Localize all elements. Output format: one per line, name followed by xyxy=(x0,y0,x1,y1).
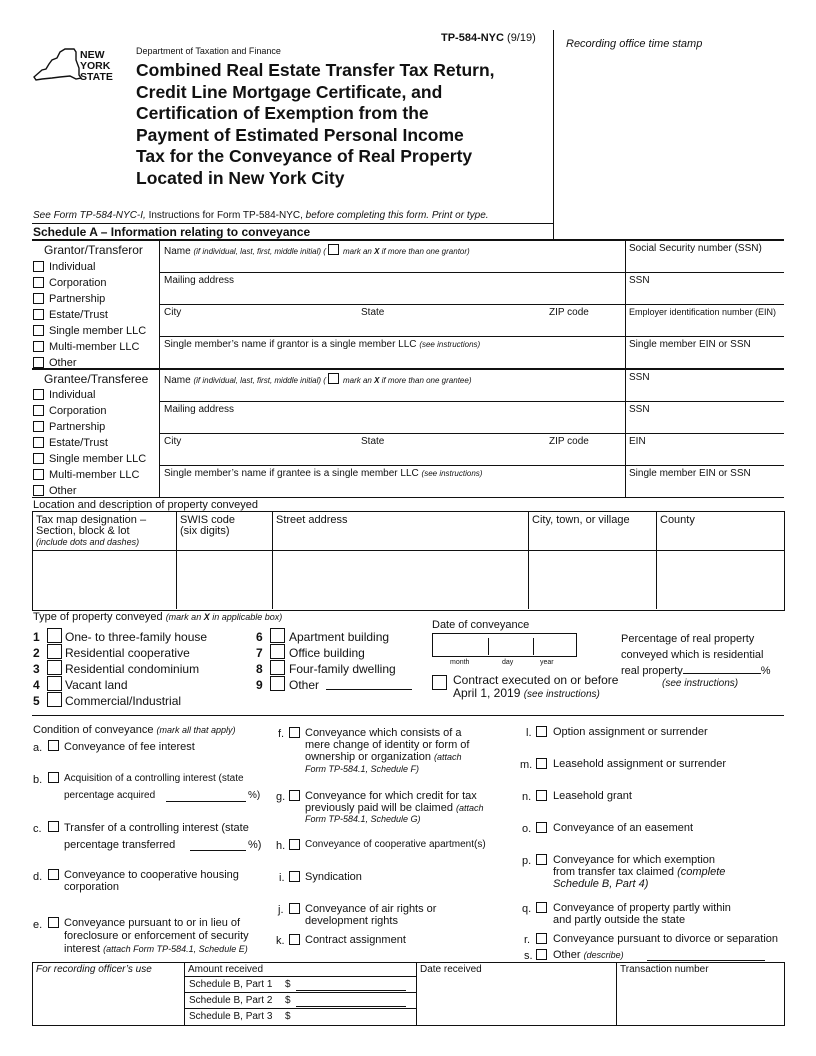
cond-a-label: Conveyance of fee interest xyxy=(64,741,195,753)
grantor-other-checkbox[interactable] xyxy=(33,357,44,368)
type-num: 3 xyxy=(33,662,40,676)
grantee-type-label: Multi-member LLC xyxy=(49,469,140,481)
logo-text-2: YORK xyxy=(80,60,111,72)
divider xyxy=(160,433,784,434)
cond-letter: c. xyxy=(33,823,42,835)
cond-g-label: previously paid will be claimed (attach xyxy=(305,802,484,814)
grantor-estate-trust-checkbox[interactable] xyxy=(33,309,44,320)
cond-letter: d. xyxy=(33,871,43,883)
cond-letter: k. xyxy=(276,935,285,947)
condition-label: Condition of conveyance (mark all that apply) xyxy=(33,724,236,736)
grantor-type-label: Partnership xyxy=(49,293,106,305)
divider xyxy=(160,304,784,305)
date-part-label: month xyxy=(450,659,470,666)
cond-c-label: percentage transferred xyxy=(64,839,176,851)
cond-letter: r. xyxy=(524,934,531,946)
cond-o-label: Conveyance of an easement xyxy=(553,822,694,834)
type-num: 5 xyxy=(33,694,40,708)
type-num: 6 xyxy=(256,630,263,644)
swis-input[interactable] xyxy=(177,551,272,608)
divider xyxy=(616,963,617,1025)
grantor-zip-field[interactable]: ZIP code xyxy=(549,307,589,318)
grantor-ssn-field[interactable]: Social Security number (SSN) xyxy=(629,243,762,254)
cond-p-hint: Schedule B, Part 4) xyxy=(553,878,649,890)
grantee-state-field[interactable]: State xyxy=(361,436,385,447)
type-7-checkbox[interactable] xyxy=(270,644,285,659)
contract-executed-label: Contract executed on or before April 1, 2019 (see instructions) xyxy=(453,673,619,700)
transaction-number-label: Transaction number xyxy=(620,964,709,975)
divider xyxy=(185,976,416,977)
cond-b-label: percentage acquired xyxy=(64,790,156,801)
grantor-single-llc-checkbox[interactable] xyxy=(33,325,44,336)
type-label: Residential condominium xyxy=(65,662,200,676)
cond-letter: g. xyxy=(276,791,286,803)
grantor-city-field[interactable]: City xyxy=(164,307,182,318)
col-county: County xyxy=(660,514,695,526)
date-received-label: Date received xyxy=(420,964,482,975)
divider xyxy=(160,272,784,273)
cond-h-label: Conveyance of cooperative apartment(s) xyxy=(305,839,486,850)
contract-executed-checkbox[interactable] xyxy=(432,675,447,690)
cond-p-checkbox[interactable] xyxy=(536,854,547,865)
type-num: 9 xyxy=(256,678,263,692)
grantee-type-label: Individual xyxy=(49,389,96,401)
cond-letter: a. xyxy=(33,742,43,754)
cond-l-checkbox[interactable] xyxy=(536,726,547,737)
type-4-checkbox[interactable] xyxy=(47,676,62,691)
grantor-multi-llc-checkbox[interactable] xyxy=(33,341,44,352)
grantee-type-label: Corporation xyxy=(49,405,107,417)
cond-n-checkbox[interactable] xyxy=(536,790,547,801)
amount-received-label: Amount received xyxy=(188,964,264,975)
divider xyxy=(533,638,534,655)
cond-m-label: Leasehold assignment or surrender xyxy=(553,758,727,770)
grantee-multi-llc-checkbox[interactable] xyxy=(33,469,44,480)
cond-f-label: ownership or organization (attach xyxy=(305,751,462,763)
instructions-note: See Form TP-584-NYC-I, Instructions for Form TP-584-NYC, before completing this form. Print or type. xyxy=(33,210,489,221)
grantee-llc-name-field[interactable]: Single member’s name if grantee is a single member LLC (see instructions) xyxy=(164,468,483,479)
type-other-input[interactable] xyxy=(326,689,412,690)
cond-c-label: Transfer of a controlling interest (state xyxy=(64,822,249,834)
grantee-ssn-field[interactable]: SSN xyxy=(629,372,650,383)
col-swis: SWIS code (six digits) xyxy=(180,514,236,537)
cond-letter: j. xyxy=(278,904,284,916)
cond-letter: h. xyxy=(276,840,286,852)
cond-c-pct: %) xyxy=(248,839,262,851)
cond-b-label: Acquisition of a controlling interest (state xyxy=(64,773,244,784)
grantee-mailing-address-field[interactable]: Mailing address xyxy=(164,404,235,415)
type-num: 7 xyxy=(256,646,263,660)
new-york-state-logo xyxy=(30,46,116,84)
type-2-checkbox[interactable] xyxy=(47,644,62,659)
grantee-other-checkbox[interactable] xyxy=(33,485,44,496)
grantor-type-label: Individual xyxy=(49,261,96,273)
title-line: Certification of Exemption from the xyxy=(136,103,429,123)
type-label: Other xyxy=(289,678,320,692)
schedule-b-part2-input[interactable] xyxy=(296,1006,406,1007)
cond-q-checkbox[interactable] xyxy=(536,902,547,913)
cond-f-hint: Form TP-584.1, Schedule F) xyxy=(305,764,420,774)
cond-n-label: Leasehold grant xyxy=(553,790,632,802)
type-of-property-label: Type of property conveyed (mark an X in applicable box) xyxy=(33,611,283,623)
grantee-ein-field[interactable]: EIN xyxy=(629,436,646,447)
grantee-city-field[interactable]: City xyxy=(164,436,182,447)
logo-text-3: STATE xyxy=(80,71,113,83)
dollar-sign: $ xyxy=(285,979,291,990)
residential-percentage-input[interactable] xyxy=(683,663,761,674)
type-label: Commercial/Industrial xyxy=(65,694,182,708)
date-part-label: year xyxy=(540,659,554,666)
date-of-conveyance-input[interactable] xyxy=(432,633,577,657)
pct-hint: (see instructions) xyxy=(662,678,739,689)
type-6-checkbox[interactable] xyxy=(270,628,285,643)
cond-g-label: Conveyance for which credit for tax xyxy=(305,790,477,802)
cond-p-label: Conveyance for which exemption xyxy=(553,854,716,866)
grantor-type-label: Estate/Trust xyxy=(49,309,108,321)
stamp-label: Recording office time stamp xyxy=(566,38,703,50)
cond-h-checkbox[interactable] xyxy=(289,839,300,850)
grantor-mailing-address-field[interactable]: Mailing address xyxy=(164,275,235,286)
col-street: Street address xyxy=(276,514,348,526)
cond-letter: o. xyxy=(522,823,532,835)
grantee-estate-trust-checkbox[interactable] xyxy=(33,437,44,448)
cond-letter: s. xyxy=(524,950,533,962)
cond-q-label: and partly outside the state xyxy=(553,914,686,926)
dollar-sign: $ xyxy=(285,995,291,1006)
grantor-type-label: Corporation xyxy=(49,277,107,289)
divider xyxy=(488,638,489,655)
schedule-b-row-label: Schedule B, Part 1 xyxy=(189,979,273,990)
type-5-checkbox[interactable] xyxy=(47,692,62,707)
cond-e-label: Conveyance pursuant to or in lieu of xyxy=(64,917,241,929)
type-label: One- to three-family house xyxy=(65,630,208,644)
grantee-llc-ein-field[interactable]: Single member EIN or SSN xyxy=(629,468,751,479)
type-1-checkbox[interactable] xyxy=(47,628,62,643)
cond-q-label: Conveyance of property partly within xyxy=(553,902,731,914)
county-input[interactable] xyxy=(657,551,783,608)
cond-f-label: Conveyance which consists of a xyxy=(305,727,462,739)
cond-d-label: Conveyance to cooperative housing xyxy=(64,869,239,881)
type-label: Office building xyxy=(289,646,365,660)
cond-b-percentage-input[interactable] xyxy=(166,801,246,802)
department-name: Department of Taxation and Finance xyxy=(136,46,281,56)
grantor-type-label: Multi-member LLC xyxy=(49,341,140,353)
type-label: Residential cooperative xyxy=(65,646,190,660)
grantor-individual-checkbox[interactable] xyxy=(33,261,44,272)
divider xyxy=(32,223,553,224)
cond-b-checkbox[interactable] xyxy=(48,772,59,783)
type-num: 1 xyxy=(33,630,40,644)
type-label: Apartment building xyxy=(289,630,390,644)
schedule-b-row-label: Schedule B, Part 2 xyxy=(189,995,273,1006)
cond-e-checkbox[interactable] xyxy=(48,917,59,928)
cond-letter: b. xyxy=(33,774,43,786)
cond-k-checkbox[interactable] xyxy=(289,934,300,945)
title-line: Payment of Estimated Personal Income xyxy=(136,124,464,145)
grantee-type-label: Other xyxy=(49,485,77,497)
grantor-llc-name-field[interactable]: Single member’s name if grantor is a single member LLC (see instructions) xyxy=(164,339,481,350)
title-line: Tax for the Conveyance of Real Property xyxy=(136,146,473,166)
cond-letter: e. xyxy=(33,919,43,931)
cond-g-checkbox[interactable] xyxy=(289,790,300,801)
grantee-type-label: Single member LLC xyxy=(49,453,147,465)
more-than-one-grantee-checkbox[interactable] xyxy=(328,373,339,384)
grantee-heading: Grantee/Transferee xyxy=(44,372,149,386)
grantee-partnership-checkbox[interactable] xyxy=(33,421,44,432)
schedule-b-row-label: Schedule B, Part 3 xyxy=(189,1011,273,1022)
type-num: 4 xyxy=(33,678,40,692)
cond-d-label: corporation xyxy=(64,881,120,893)
cond-p-label: from transfer tax claimed (complete xyxy=(553,866,726,878)
cond-j-label: development rights xyxy=(305,915,398,927)
cond-letter: l. xyxy=(526,727,532,739)
grantee-name-field[interactable]: Name (if individual, last, first, middle initial) ( mark an X if more than one grantee) xyxy=(164,375,472,386)
cond-o-checkbox[interactable] xyxy=(536,822,547,833)
cond-e-label: foreclosure or enforcement of security xyxy=(64,930,249,942)
grantor-name-field[interactable]: Name (if individual, last, first, middle initial) ( mark an X if more than one grantor) xyxy=(164,246,470,257)
divider xyxy=(160,336,784,337)
schedule-a-title: Schedule A – Information relating to conveyance xyxy=(33,225,311,239)
grantor-heading: Grantor/Transferor xyxy=(44,243,143,257)
type-label: Four-family dwelling xyxy=(289,662,396,676)
col-tax-map: Tax map designation – Section, block & lot (include dots and dashes) xyxy=(36,514,147,547)
cond-letter: n. xyxy=(522,791,532,803)
cond-letter: q. xyxy=(522,903,532,915)
cond-f-label: mere change of identity or form of xyxy=(305,739,470,751)
divider xyxy=(416,963,417,1025)
divider xyxy=(185,992,416,993)
cond-letter: i. xyxy=(279,872,285,884)
street-input[interactable] xyxy=(273,551,528,608)
cond-s-label: Other (describe) xyxy=(553,949,624,961)
grantee-corporation-checkbox[interactable] xyxy=(33,405,44,416)
tax-map-input[interactable] xyxy=(33,551,176,608)
cond-s-checkbox[interactable] xyxy=(536,949,547,960)
form-title xyxy=(136,60,495,189)
cond-letter: m. xyxy=(520,759,533,771)
cond-r-checkbox[interactable] xyxy=(536,933,547,944)
divider xyxy=(32,239,784,241)
cond-d-checkbox[interactable] xyxy=(48,869,59,880)
type-num: 2 xyxy=(33,646,40,660)
schedule-b-part1-input[interactable] xyxy=(296,990,406,991)
stamp-box-border xyxy=(553,30,554,241)
logo-text-1: NEW xyxy=(80,49,105,61)
divider xyxy=(160,465,784,466)
title-line: Combined Real Estate Transfer Tax Return, xyxy=(136,60,495,80)
cond-letter: p. xyxy=(522,855,532,867)
city-input[interactable] xyxy=(529,551,656,608)
cond-c-percentage-input[interactable] xyxy=(190,850,246,851)
cond-letter: f. xyxy=(278,728,285,740)
divider xyxy=(184,963,185,1025)
divider xyxy=(185,1008,416,1009)
type-3-checkbox[interactable] xyxy=(47,660,62,675)
more-than-one-grantor-checkbox[interactable] xyxy=(328,244,339,255)
grantor-llc-ein-field[interactable]: Single member EIN or SSN xyxy=(629,339,751,350)
grantee-ssn2-field[interactable]: SSN xyxy=(629,404,650,415)
col-city: City, town, or village xyxy=(532,514,630,526)
cond-j-checkbox[interactable] xyxy=(289,903,300,914)
date-part-label: day xyxy=(502,659,514,666)
grantee-zip-field[interactable]: ZIP code xyxy=(549,436,589,447)
grantor-partnership-checkbox[interactable] xyxy=(33,293,44,304)
grantee-single-llc-checkbox[interactable] xyxy=(33,453,44,464)
grantee-type-label: Partnership xyxy=(49,421,106,433)
property-section-label: Location and description of property conveyed xyxy=(33,499,259,511)
cond-c-checkbox[interactable] xyxy=(48,821,59,832)
cond-s-describe-input[interactable] xyxy=(647,960,765,961)
cond-m-checkbox[interactable] xyxy=(536,758,547,769)
divider xyxy=(32,715,784,716)
grantor-type-label: Other xyxy=(49,357,77,369)
type-9-checkbox[interactable] xyxy=(270,676,285,691)
residential-percentage: Percentage of real property conveyed which is residential real property % xyxy=(621,633,771,677)
cond-j-label: Conveyance of air rights or xyxy=(305,903,437,915)
divider xyxy=(32,368,784,370)
grantee-individual-checkbox[interactable] xyxy=(33,389,44,400)
type-8-checkbox[interactable] xyxy=(270,660,285,675)
divider xyxy=(32,497,784,498)
type-label: Vacant land xyxy=(65,678,128,692)
cond-k-label: Contract assignment xyxy=(305,934,406,946)
grantee-type-label: Estate/Trust xyxy=(49,437,108,449)
grantor-ssn2-field[interactable]: SSN xyxy=(629,275,650,286)
grantor-corporation-checkbox[interactable] xyxy=(33,277,44,288)
cond-l-label: Option assignment or surrender xyxy=(553,726,708,738)
cond-i-checkbox[interactable] xyxy=(289,871,300,882)
grantor-ein-field[interactable]: Employer identification number (EIN) xyxy=(629,307,777,317)
cond-g-hint: Form TP-584.1, Schedule G) xyxy=(305,814,421,824)
recording-officer-label: For recording officer’s use xyxy=(36,964,152,975)
cond-e-label: interest (attach Form TP-584.1, Schedule E) xyxy=(64,943,248,955)
dollar-sign: $ xyxy=(285,1011,291,1022)
cond-r-label: Conveyance pursuant to divorce or separation xyxy=(553,933,779,945)
date-label: Date of conveyance xyxy=(432,619,530,631)
title-line: Located in New York City xyxy=(136,167,345,188)
cond-i-label: Syndication xyxy=(305,871,362,883)
cond-f-checkbox[interactable] xyxy=(289,727,300,738)
cond-a-checkbox[interactable] xyxy=(48,740,59,751)
form-number: TP-584-NYC (9/19) xyxy=(441,32,536,44)
cond-b-pct: %) xyxy=(248,790,261,801)
grantor-type-label: Single member LLC xyxy=(49,325,147,337)
divider xyxy=(160,401,784,402)
type-num: 8 xyxy=(256,662,263,676)
grantor-state-field[interactable]: State xyxy=(361,307,385,318)
title-line: Credit Line Mortgage Certificate, and xyxy=(136,81,443,102)
